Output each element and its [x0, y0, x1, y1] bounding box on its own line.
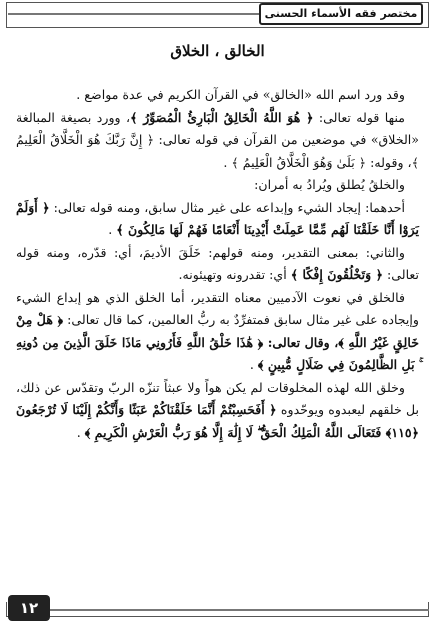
paragraph: فالخلق في نعوت الآدميين معناه التقدير، أما الخلق الذي هو إبداع الشيء وإيجاده على غير مثال سابق فمتفرِّدٌ به ربُّ العالمين، كما قال تعالى: ﴿ هَلْ مِنْ خَالِقٍ غَيْرُ اللَّهِ ﴾، وقال تعالى: ﴿ هَٰذَا خَلْقُ اللَّهِ فَأَرُونِي مَاذَا خَلَقَ الَّذِينَ مِن دُونِهِ ۚ بَلِ الظَّالِمُونَ فِي ضَلَالٍ مُّبِينٍ ﴾ .	[16, 289, 420, 372]
section-title: الخالق ، الخلاق	[170, 42, 265, 60]
page-number: ١٢	[8, 595, 50, 621]
paragraph: وخلق الله لهذه المخلوقات لم يكن هواً ولا عبثاً تنزّه الربّ وتقدّس عن ذلك، بل خلقهم ليعبدوه ويوحّدوه ﴿ أَفَحَسِبْتُمْ أَنَّمَا خَلَقْنَاكُمْ عَبَثًا وَأَنَّكُمْ إِلَيْنَا لَا تُرْجَعُونَ ﴿١١٥﴾ فَتَعَالَى اللَّهُ الْمَلِكُ الْحَقُّ ۖ لَا إِلَٰهَ إِلَّا هُوَ رَبُّ الْعَرْشِ الْكَرِيمِ ﴾ .	[16, 379, 419, 440]
quran-verse: ﴿ وَتَخْلُقُونَ إِفْكًا ﴾	[290, 267, 383, 282]
quran-verse: ﴿ أَفَحَسِبْتُمْ أَنَّمَا خَلَقْنَاكُمْ عَبَثًا وَأَنَّكُمْ إِلَيْنَا لَا تُرْجَعُونَ ﴿١١٥﴾ فَتَعَالَى اللَّهُ الْمَلِكُ الْحَقُّ ۖ لَا إِلَٰهَ إِلَّا هُوَ رَبُّ الْعَرْشِ الْكَرِيمِ ﴾	[16, 402, 419, 440]
paragraph: والخلقُ يُطلق ويُرادُ به أمران:	[254, 177, 405, 192]
quran-verse: ﴿ هَلْ مِنْ خَالِقٍ غَيْرُ اللَّهِ ﴾، وقال تعالى: ﴿ هَٰذَا خَلْقُ اللَّهِ فَأَرُونِي مَاذَا خَلَقَ الَّذِينَ مِن دُونِهِ ۚ بَلِ الظَّالِمُونَ فِي ضَلَالٍ مُّبِينٍ ﴾	[16, 312, 419, 372]
body-text	[16, 84, 419, 444]
paragraph: والثاني: بمعنى التقدير، ومنه قولهم: خَلَقَ الأديمَ، أي: قدّره، ومنه قوله تعالى: ﴿ وَتَخْلُقُونَ إِفْكًا ﴾ أي: تقدرونه وتهيئونه.	[16, 244, 419, 282]
quran-verse: ﴿ أَوَلَمْ يَرَوْا أَنَّا خَلَقْنَا لَهُم مِّمَّا عَمِلَتْ أَيْدِينَا أَنْعَامًا فَهُمْ لَهَا مَالِكُونَ ﴾	[16, 199, 419, 237]
footer-rule	[50, 609, 429, 611]
quran-verse: ﴿ هُوَ اللَّهُ الْخَالِقُ الْبَارِئُ الْمُصَوِّرُ ﴾	[130, 109, 314, 125]
running-header: مختصر فقه الأسماء الحسنى	[259, 3, 423, 25]
paragraph: أحدهما: إيجاد الشيء وإبداعه على غير مثال سابق، ومنه قوله تعالى: ﴿ أَوَلَمْ يَرَوْا أَنَّا خَلَقْنَا لَهُم مِّمَّا عَمِلَتْ أَيْدِينَا أَنْعَامًا فَهُمْ لَهَا مَالِكُونَ ﴾ .	[16, 199, 419, 237]
paragraph: منها قوله تعالى: ﴿ هُوَ اللَّهُ الْخَالِقُ الْبَارِئُ الْمُصَوِّرُ ﴾، وورد بصيغة المبالغة «الخلاق» في موضعين من القرآن في قوله تعالى: ﴿ إِنَّ رَبَّكَ هُوَ الْخَلَّاقُ الْعَلِيمُ ﴾، وقوله: ﴿ بَلَىٰ وَهُوَ الْخَلَّاقُ الْعَلِيمُ ﴾ .	[16, 109, 419, 170]
paragraph: وقد ورد اسم الله «الخالق» في القرآن الكريم في عدة مواضع .	[76, 87, 405, 102]
